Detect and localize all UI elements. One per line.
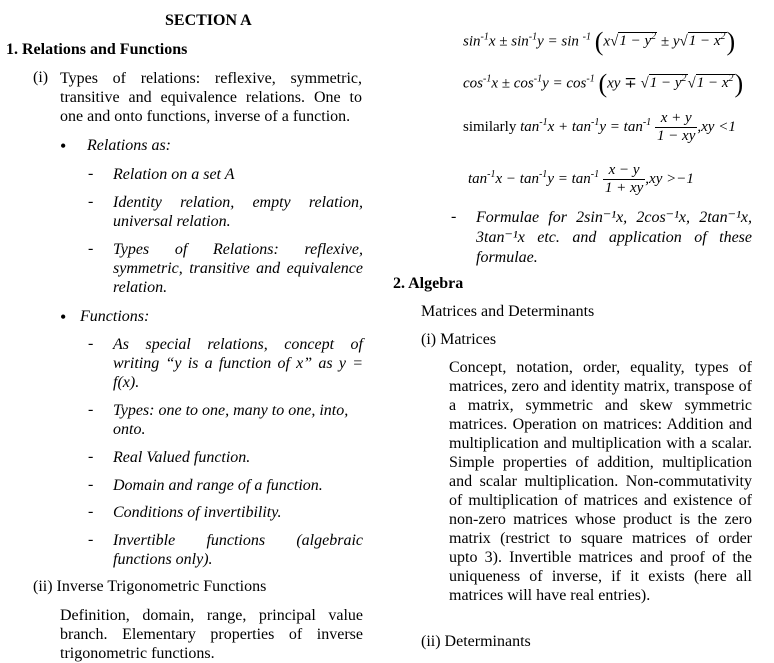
item-i-text: Types of relations: reflexive, symmetric, transitive and equivalence relations. One to one and onto functions, inverse of a function.: [60, 70, 362, 125]
bullet-relations: Relations as:: [87, 137, 171, 154]
dash-icon: -: [88, 193, 94, 210]
fun-item: As special relations, concept of writing “y is a function of x” as y = f(x).: [113, 336, 363, 391]
condition-1: ,xy <1: [697, 118, 736, 135]
formula-cos: $\cos^{-1}x \pm \cos^{-1}y = \cos^{-1} (xy \mp √1 - y^2√1 - x^2)$: [463, 69, 744, 98]
dash-icon: -: [88, 335, 94, 352]
item-i-label: (i): [33, 69, 49, 86]
item-ii-heading: (ii) Inverse Trigonometric Functions: [33, 578, 267, 595]
heading-determinants: (ii) Determinants: [421, 633, 531, 650]
fun-item: Invertible functions (algebraic functions only).: [113, 532, 363, 568]
formula-tan-diff: $\tan^{-1}x - \tan^{-1}y = \tan^{-1}$ $\frac{x - y}{1 + xy}$ ,xy >−1: [468, 162, 694, 196]
fun-item: Types: one to one, many to one, into, onto.: [113, 402, 349, 438]
bullet-icon: •: [60, 136, 67, 156]
heading-matrices: (i) Matrices: [421, 331, 497, 348]
dash-icon: -: [88, 448, 94, 465]
formula-sin: $\sin^{-1}x \pm \sin^{-1}y = \sin ^{-1}$ $(x√1 - y^2 \pm y√1 - x^2)$: [463, 27, 736, 56]
dash-icon: -: [88, 476, 94, 493]
dash-icon: -: [451, 208, 457, 225]
heading-matrices-determinants: Matrices and Determinants: [421, 303, 595, 320]
rel-item: Identity relation, empty relation, universal relation.: [113, 194, 363, 230]
rel-item: Types of Relations: reflexive, symmetric, transitive and equivalence relation.: [113, 241, 363, 296]
fun-item: Real Valued function.: [113, 449, 251, 466]
condition-2: ,xy >−1: [645, 170, 694, 187]
matrices-text: Concept, notation, order, equality, types of matrices, zero and identity matrix, transpose of a matrix, symmetric and skew symmetric matrices. Operation on matrices: Addition and multiplication and multiplication with a scalar. Simple properties of addition, multiplication and scalar multiplication. Non-commutativity of multiplication of matrices and existence of non-zero matrices whose product is the zero matrix (restrict to square matrices of order upto 3). Invertible matrices and proof of the uniqueness of inverse, if it exists (here all matrices will have real entries).: [449, 359, 752, 604]
fun-item: Conditions of invertibility.: [113, 504, 282, 521]
dash-icon: -: [88, 401, 94, 418]
item-ii-text: Definition, domain, range, principal value branch. Elementary properties of inverse trigonometric functions.: [60, 607, 363, 662]
formulae-note: Formulae for 2sin⁻¹x, 2cos⁻¹x, 2tan⁻¹x, 3tan⁻¹x etc. and application of these formulae.: [476, 209, 752, 266]
formula-tan-sum: similarly $\tan^{-1}x + \tan^{-1}y = \tan^{-1}$ $\frac{x + y}{1 - xy}$ ,xy <1: [463, 110, 736, 144]
rel-item: Relation on a set A: [113, 166, 235, 183]
dash-icon: -: [88, 240, 94, 257]
dash-icon: -: [88, 531, 94, 548]
bullet-functions: Functions:: [80, 308, 150, 325]
section-title: SECTION A: [165, 12, 252, 29]
bullet-icon: •: [60, 307, 67, 327]
heading-relations-functions: 1. Relations and Functions: [6, 41, 188, 58]
dash-icon: -: [88, 503, 94, 520]
similarly-label: similarly: [463, 118, 517, 135]
heading-algebra: 2. Algebra: [393, 275, 464, 292]
dash-icon: -: [88, 165, 94, 182]
fun-item: Domain and range of a function.: [113, 477, 323, 494]
